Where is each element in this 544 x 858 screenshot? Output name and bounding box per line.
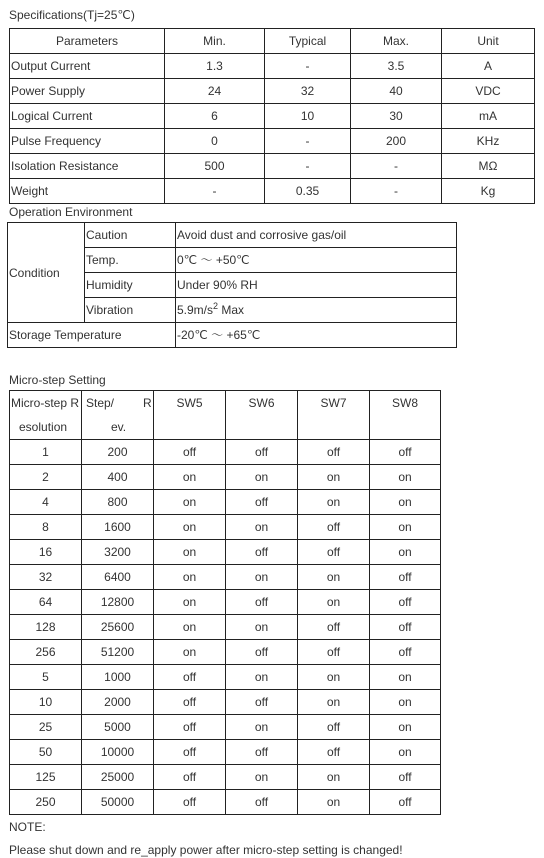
spec-cell-min: 24 <box>165 79 265 104</box>
micro-cell-sw5: off <box>154 765 226 790</box>
spec-row <box>10 54 535 79</box>
micro-cell-sw8: on <box>370 540 441 565</box>
vibration-value-exponent: 2 <box>213 301 219 311</box>
vibration-value <box>176 298 457 323</box>
spec-cell-parameter: Power Supply <box>10 79 165 104</box>
spec-cell-parameter: Isolation Resistance <box>10 154 165 179</box>
spec-cell-unit: A <box>442 54 535 79</box>
micro-cell-sw5: on <box>154 640 226 665</box>
micro-cell-step-rev: 25600 <box>82 615 154 640</box>
micro-row <box>10 440 441 465</box>
micro-cell-sw6: off <box>226 590 298 615</box>
micro-row <box>10 465 441 490</box>
spec-cell-max: 3.5 <box>351 54 442 79</box>
step-rev-header <box>82 391 154 440</box>
caution-value: Avoid dust and corrosive gas/oil <box>176 223 457 248</box>
micro-cell-resolution: 128 <box>10 615 82 640</box>
humidity-label: Humidity <box>85 273 176 298</box>
resolution-header-line2: esolution <box>19 420 68 434</box>
micro-cell-sw5: off <box>154 440 226 465</box>
micro-cell-resolution: 5 <box>10 665 82 690</box>
micro-cell-sw8: on <box>370 515 441 540</box>
micro-cell-sw5: on <box>154 540 226 565</box>
micro-cell-step-rev: 50000 <box>82 790 154 815</box>
micro-row <box>10 490 441 515</box>
spec-row <box>10 104 535 129</box>
spec-cell-unit: MΩ <box>442 154 535 179</box>
micro-cell-step-rev: 3200 <box>82 540 154 565</box>
micro-row <box>10 740 441 765</box>
micro-row <box>10 540 441 565</box>
micro-cell-sw6: off <box>226 490 298 515</box>
spec-cell-max: 40 <box>351 79 442 104</box>
micro-cell-step-rev: 200 <box>82 440 154 465</box>
storage-label: Storage Temperature <box>8 323 176 348</box>
humidity-value: Under 90% RH <box>176 273 457 298</box>
micro-cell-sw5: off <box>154 790 226 815</box>
env-row-caution <box>8 223 457 248</box>
temp-label: Temp. <box>85 248 176 273</box>
spec-cell-min: 1.3 <box>165 54 265 79</box>
micro-cell-sw5: on <box>154 615 226 640</box>
spec-cell-max: - <box>351 154 442 179</box>
step-rev-header-line1a: Step/ <box>86 396 115 410</box>
env-row-storage <box>8 323 457 348</box>
micro-cell-step-rev: 800 <box>82 490 154 515</box>
micro-cell-sw7: on <box>298 790 370 815</box>
micro-cell-sw6: off <box>226 690 298 715</box>
micro-cell-sw5: off <box>154 715 226 740</box>
micro-step-table <box>9 390 441 815</box>
micro-cell-sw8: off <box>370 790 441 815</box>
spec-header-row <box>10 29 535 54</box>
spec-cell-typical: - <box>265 129 351 154</box>
sw8-header: SW8 <box>370 391 441 440</box>
spec-cell-parameter: Output Current <box>10 54 165 79</box>
condition-label: Condition <box>8 223 85 323</box>
micro-cell-sw6: on <box>226 615 298 640</box>
spec-cell-max: - <box>351 179 442 204</box>
spec-header-typical: Typical <box>265 29 351 54</box>
micro-cell-sw7: on <box>298 765 370 790</box>
micro-cell-step-rev: 12800 <box>82 590 154 615</box>
spec-row <box>10 179 535 204</box>
micro-cell-sw7: off <box>298 540 370 565</box>
micro-cell-sw6: on <box>226 715 298 740</box>
micro-row <box>10 590 441 615</box>
step-rev-header-line1b: R <box>143 396 152 410</box>
micro-cell-resolution: 8 <box>10 515 82 540</box>
micro-cell-resolution: 250 <box>10 790 82 815</box>
vibration-label: Vibration <box>85 298 176 323</box>
spec-row <box>10 154 535 179</box>
micro-cell-resolution: 125 <box>10 765 82 790</box>
micro-row <box>10 565 441 590</box>
micro-cell-sw7: off <box>298 515 370 540</box>
micro-cell-sw5: on <box>154 515 226 540</box>
note-label: NOTE: <box>9 820 46 834</box>
micro-cell-sw8: off <box>370 440 441 465</box>
micro-row <box>10 715 441 740</box>
micro-cell-sw7: on <box>298 490 370 515</box>
micro-cell-step-rev: 400 <box>82 465 154 490</box>
micro-row <box>10 690 441 715</box>
storage-value: -20℃ ～ +65℃ <box>176 323 457 348</box>
spec-cell-min: 6 <box>165 104 265 129</box>
micro-cell-sw7: off <box>298 740 370 765</box>
resolution-header <box>10 391 82 440</box>
micro-cell-sw6: on <box>226 765 298 790</box>
micro-cell-sw8: off <box>370 590 441 615</box>
micro-cell-sw8: on <box>370 690 441 715</box>
micro-cell-sw6: off <box>226 440 298 465</box>
micro-cell-resolution: 256 <box>10 640 82 665</box>
micro-cell-sw7: off <box>298 440 370 465</box>
sw6-header: SW6 <box>226 391 298 440</box>
spec-cell-typical: 32 <box>265 79 351 104</box>
micro-cell-resolution: 25 <box>10 715 82 740</box>
micro-cell-sw8: off <box>370 640 441 665</box>
micro-cell-sw6: off <box>226 790 298 815</box>
spec-header-min: Min. <box>165 29 265 54</box>
micro-cell-step-rev: 25000 <box>82 765 154 790</box>
spec-cell-unit: mA <box>442 104 535 129</box>
spec-cell-parameter: Logical Current <box>10 104 165 129</box>
spec-cell-min: 500 <box>165 154 265 179</box>
operation-environment-title: Operation Environment <box>9 205 133 219</box>
micro-cell-sw8: off <box>370 615 441 640</box>
spec-cell-typical: 10 <box>265 104 351 129</box>
micro-cell-sw6: on <box>226 565 298 590</box>
operation-environment-table <box>7 222 457 348</box>
micro-cell-sw8: on <box>370 715 441 740</box>
micro-cell-sw6: off <box>226 740 298 765</box>
vibration-value-main: 5.9m/s <box>177 303 214 317</box>
micro-cell-sw6: off <box>226 640 298 665</box>
micro-cell-sw8: off <box>370 565 441 590</box>
micro-cell-sw5: off <box>154 740 226 765</box>
micro-cell-step-rev: 10000 <box>82 740 154 765</box>
micro-step-title: Micro-step Setting <box>9 373 106 387</box>
micro-cell-step-rev: 1000 <box>82 665 154 690</box>
micro-cell-sw6: off <box>226 540 298 565</box>
micro-cell-resolution: 2 <box>10 465 82 490</box>
micro-cell-resolution: 1 <box>10 440 82 465</box>
spec-cell-min: - <box>165 179 265 204</box>
micro-cell-sw8: on <box>370 665 441 690</box>
micro-cell-sw6: on <box>226 665 298 690</box>
spec-row <box>10 129 535 154</box>
micro-row <box>10 615 441 640</box>
spec-cell-unit: Kg <box>442 179 535 204</box>
spec-cell-parameter: Weight <box>10 179 165 204</box>
specifications-title: Specifications(Tj=25℃) <box>9 8 135 22</box>
micro-cell-step-rev: 1600 <box>82 515 154 540</box>
micro-cell-step-rev: 51200 <box>82 640 154 665</box>
micro-cell-step-rev: 2000 <box>82 690 154 715</box>
micro-row <box>10 790 441 815</box>
spec-cell-unit: KHz <box>442 129 535 154</box>
micro-cell-sw5: on <box>154 490 226 515</box>
micro-cell-resolution: 32 <box>10 565 82 590</box>
micro-header-row <box>10 391 441 440</box>
micro-row <box>10 515 441 540</box>
spec-cell-typical: 0.35 <box>265 179 351 204</box>
spec-header-parameter: Parameters <box>10 29 165 54</box>
spec-cell-unit: VDC <box>442 79 535 104</box>
micro-cell-resolution: 10 <box>10 690 82 715</box>
spec-cell-min: 0 <box>165 129 265 154</box>
micro-cell-sw7: on <box>298 665 370 690</box>
note-text: Please shut down and re_apply power after micro-step setting is changed! <box>9 843 403 857</box>
temp-value: 0℃ ～ +50℃ <box>176 248 457 273</box>
micro-cell-resolution: 16 <box>10 540 82 565</box>
micro-cell-sw5: on <box>154 565 226 590</box>
specifications-table <box>9 28 535 204</box>
sw5-header: SW5 <box>154 391 226 440</box>
micro-cell-sw5: off <box>154 665 226 690</box>
micro-row <box>10 640 441 665</box>
micro-cell-sw8: on <box>370 490 441 515</box>
micro-cell-sw6: on <box>226 465 298 490</box>
sw7-header: SW7 <box>298 391 370 440</box>
resolution-header-line1: Micro-step R <box>11 396 80 410</box>
micro-cell-sw7: off <box>298 615 370 640</box>
spec-cell-typical: - <box>265 154 351 179</box>
micro-cell-sw8: on <box>370 740 441 765</box>
spec-cell-parameter: Pulse Frequency <box>10 129 165 154</box>
step-rev-header-line2: ev. <box>111 420 127 434</box>
spec-cell-typical: - <box>265 54 351 79</box>
micro-cell-sw7: on <box>298 565 370 590</box>
micro-cell-sw5: on <box>154 590 226 615</box>
micro-cell-sw5: on <box>154 465 226 490</box>
micro-cell-step-rev: 6400 <box>82 565 154 590</box>
spec-cell-max: 30 <box>351 104 442 129</box>
micro-cell-sw7: on <box>298 465 370 490</box>
micro-cell-sw8: off <box>370 765 441 790</box>
micro-cell-resolution: 4 <box>10 490 82 515</box>
spec-header-unit: Unit <box>442 29 535 54</box>
spec-header-max: Max. <box>351 29 442 54</box>
micro-cell-step-rev: 5000 <box>82 715 154 740</box>
spec-cell-max: 200 <box>351 129 442 154</box>
micro-cell-sw7: on <box>298 590 370 615</box>
micro-cell-sw5: off <box>154 690 226 715</box>
micro-cell-sw7: off <box>298 640 370 665</box>
micro-cell-resolution: 64 <box>10 590 82 615</box>
micro-cell-sw8: on <box>370 465 441 490</box>
spec-row <box>10 79 535 104</box>
caution-label: Caution <box>85 223 176 248</box>
micro-row <box>10 765 441 790</box>
micro-cell-sw7: off <box>298 715 370 740</box>
micro-cell-resolution: 50 <box>10 740 82 765</box>
micro-row <box>10 665 441 690</box>
micro-cell-sw7: on <box>298 690 370 715</box>
vibration-value-suffix: Max <box>218 303 245 317</box>
micro-cell-sw6: on <box>226 515 298 540</box>
